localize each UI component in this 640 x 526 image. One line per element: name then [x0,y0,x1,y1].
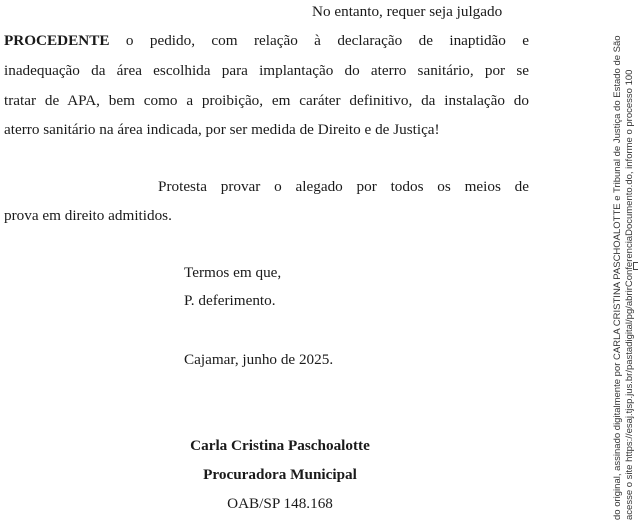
paragraph2-line2: prova em direito admitidos. [4,207,172,224]
paragraph1-line4: tratar de APA, bem como a proibição, em caráter definitivo, da instalação do [4,92,529,109]
closing-line1: Termos em que, [184,264,282,281]
paragraph2-line1: Protesta provar o alegado por todos os meios de [158,178,529,195]
place-date: Cajamar, junho de 2025. [184,351,334,368]
paragraph1-line3: inadequação da área escolhida para implantação do aterro sanitário, por se [4,62,529,79]
signature-name: Carla Cristina Paschoalotte [190,437,370,454]
paragraph1-line2-text: o pedido, com relação à declaração de inaptidão e [125,32,530,49]
stamp-line1: do original, assinado digitalmente por CARLA CRISTINA PASCHOALOTTE e Tribunal de Justiça do Estado de São [612,35,623,520]
paragraph1-line5: aterro sanitário na área indicada, por ser medida de Direito e de Justiça! [4,121,440,138]
procedente-keyword: PROCEDENTE [4,32,110,49]
closing-line2: P. deferimento. [184,292,276,309]
margin-bracket-mark [633,262,638,270]
stamp-line2: acesse o site https://esaj.tjsp.jus.br/pastadigital/pg/abrirConferenciaDocumento.do, informe o processo 100 [624,69,635,520]
signature-title: Procuradora Municipal [203,466,357,483]
paragraph1-line1: No entanto, requer seja julgado [312,3,503,20]
paragraph1-line2 [4,32,529,50]
signature-registration: OAB/SP 148.168 [227,495,333,512]
